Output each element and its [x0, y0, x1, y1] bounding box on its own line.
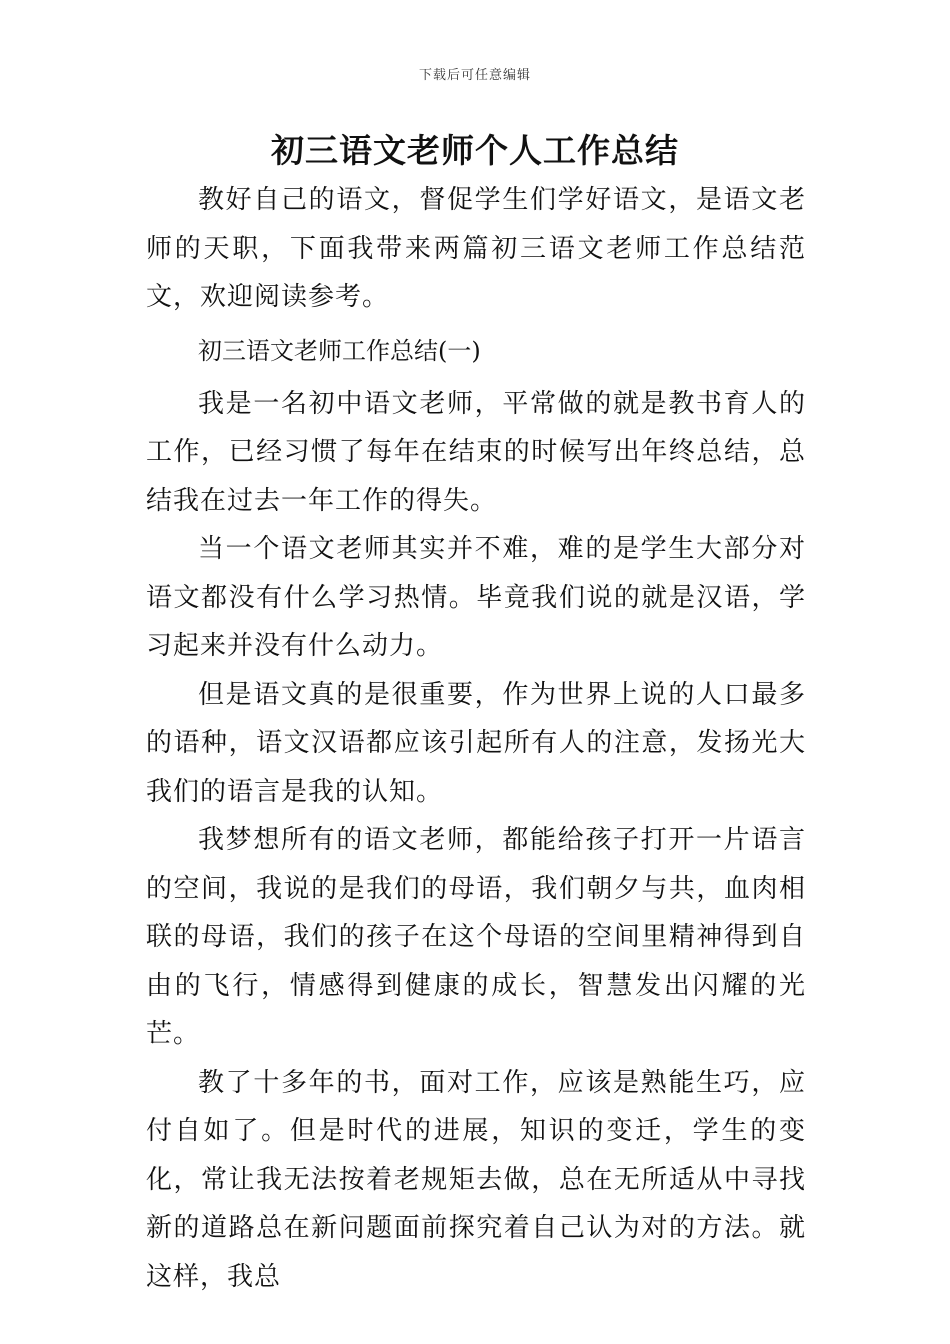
paragraph: 当一个语文老师其实并不难，难的是学生大部分对语文都没有什么学习热情。毕竟我们说的就是汉语，学习起来并没有什么动力。 [146, 534, 806, 661]
document-body [146, 176, 806, 1301]
paragraph: 我是一名初中语文老师，平常做的就是教书育人的工作，已经习惯了每年在结束的时候写出年终总结，总结我在过去一年工作的得失。 [146, 388, 806, 516]
paragraph: 教了十多年的书，面对工作，应该是熟能生巧，应付自如了。但是时代的进展，知识的变迁，学生的变化，常让我无法按着老规矩去做，总在无所适从中寻找新的道路总在新问题面前探究着自己认为对的方法。就这样，我总 [146, 1067, 806, 1292]
document-title: 初三语文老师个人工作总结 [271, 131, 679, 170]
paragraph: 我梦想所有的语文老师，都能给孩子打开一片语言的空间，我说的是我们的母语，我们朝夕与共，血肉相联的母语，我们的孩子在这个母语的空间里精神得到自由的飞行，情感得到健康的成长，智慧发出闪耀的光芒。 [146, 825, 806, 1049]
header-note: 下载后可任意编辑 [418, 68, 531, 83]
paragraph: 但是语文真的是很重要，作为世界上说的人口最多的语种，语文汉语都应该引起所有人的注意，发扬光大我们的语言是我的认知。 [146, 679, 806, 807]
paragraph-intro: 教好自己的语文，督促学生们学好语文，是语文老师的天职，下面我带来两篇初三语文老师工作总结范文，欢迎阅读参考。 [146, 185, 806, 312]
section-heading: 初三语文老师工作总结(一) [198, 336, 481, 365]
